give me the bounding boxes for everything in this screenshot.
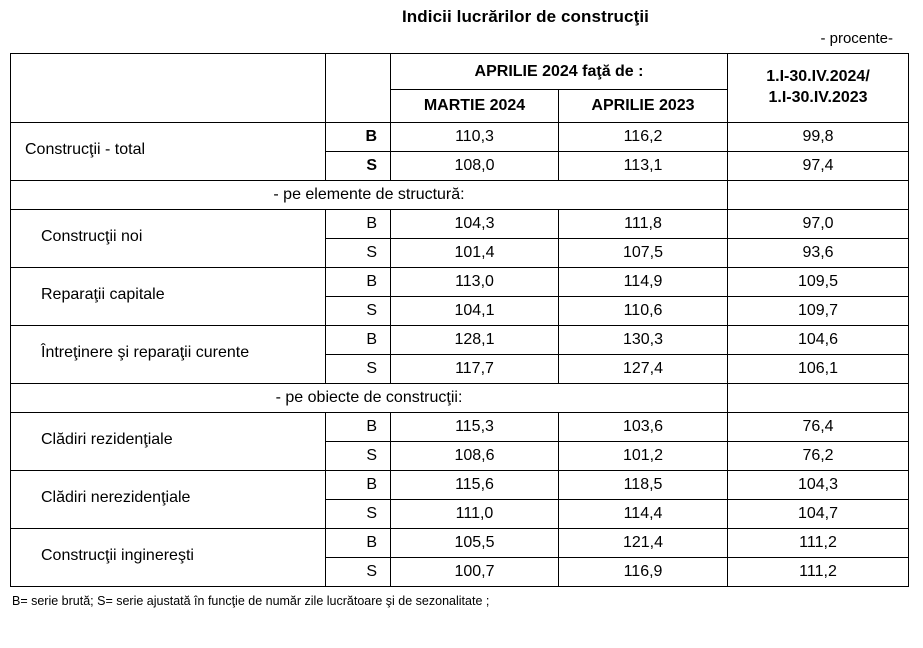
table-row [11, 529, 909, 558]
value-aprilie: 116,9 [559, 558, 728, 587]
category-cladiri-rezidentiale: Clădiri rezidenţiale [11, 413, 326, 471]
category-constructii-noi: Construcţii noi [11, 210, 326, 268]
table-row [11, 326, 909, 355]
section-empty-cell [728, 384, 909, 413]
value-martie: 113,0 [391, 268, 559, 297]
category-cladiri-nerezidentiale: Clădiri nerezidenţiale [11, 471, 326, 529]
value-martie: 110,3 [391, 123, 559, 152]
value-martie: 105,5 [391, 529, 559, 558]
series-label-cell: S [326, 355, 391, 384]
column-header-period [728, 54, 909, 123]
table-row [11, 413, 909, 442]
value-period: 104,6 [728, 326, 909, 355]
period-header-line1: 1.I-30.IV.2024/ [766, 68, 870, 86]
value-aprilie: 121,4 [559, 529, 728, 558]
series-label-cell: S [326, 239, 391, 268]
value-aprilie: 107,5 [559, 239, 728, 268]
value-period: 99,8 [728, 123, 909, 152]
value-period: 104,3 [728, 471, 909, 500]
value-aprilie: 116,2 [559, 123, 728, 152]
series-label-cell: B [326, 268, 391, 297]
category-constructii-ingineresti: Construcţii inginereşti [11, 529, 326, 587]
column-header-aprilie-2023: APRILIE 2023 [559, 90, 728, 123]
construction-indices-table [10, 53, 909, 587]
page-title: Indicii lucrărilor de construcţii [401, 7, 650, 26]
value-period: 104,7 [728, 500, 909, 529]
series-label-cell: B [326, 529, 391, 558]
series-label-cell: B [326, 326, 391, 355]
value-aprilie: 127,4 [559, 355, 728, 384]
period-header-line2: 1.I-30.IV.2023 [768, 89, 868, 106]
value-aprilie: 113,1 [559, 152, 728, 181]
series-label-cell: B [326, 123, 391, 152]
table-row [11, 268, 909, 297]
table-row [11, 471, 909, 500]
value-martie: 128,1 [391, 326, 559, 355]
value-period: 97,4 [728, 152, 909, 181]
section-row [11, 384, 909, 413]
section-empty-cell [728, 181, 909, 210]
corner-cell-category [11, 54, 326, 123]
value-martie: 111,0 [391, 500, 559, 529]
value-aprilie: 103,6 [559, 413, 728, 442]
value-period: 111,2 [728, 558, 909, 587]
value-period: 76,4 [728, 413, 909, 442]
category-intretinere-reparatii-curente: Întreţinere şi reparaţii curente [11, 326, 326, 384]
series-label-cell: S [326, 152, 391, 181]
value-martie: 101,4 [391, 239, 559, 268]
value-martie: 115,3 [391, 413, 559, 442]
value-aprilie: 130,3 [559, 326, 728, 355]
series-label-cell: S [326, 500, 391, 529]
unit-note: - procente- [820, 30, 893, 47]
value-martie: 117,7 [391, 355, 559, 384]
value-period: 109,7 [728, 297, 909, 326]
section-header-elemente: - pe elemente de structură: [11, 181, 728, 210]
value-period: 76,2 [728, 442, 909, 471]
column-header-martie-2024: MARTIE 2024 [391, 90, 559, 123]
value-martie: 100,7 [391, 558, 559, 587]
value-period: 106,1 [728, 355, 909, 384]
value-martie: 104,1 [391, 297, 559, 326]
category-constructii-total: Construcţii - total [11, 123, 326, 181]
column-group-header: APRILIE 2024 faţă de : [391, 54, 728, 90]
value-aprilie: 118,5 [559, 471, 728, 500]
value-aprilie: 114,9 [559, 268, 728, 297]
value-period: 97,0 [728, 210, 909, 239]
value-martie: 104,3 [391, 210, 559, 239]
series-label-cell: S [326, 442, 391, 471]
category-reparatii-capitale: Reparaţii capitale [11, 268, 326, 326]
table-row [11, 123, 909, 152]
value-period: 93,6 [728, 239, 909, 268]
value-aprilie: 111,8 [559, 210, 728, 239]
series-label-cell: B [326, 210, 391, 239]
series-label-cell: S [326, 297, 391, 326]
value-martie: 108,0 [391, 152, 559, 181]
table-row [11, 210, 909, 239]
series-label-cell: B [326, 471, 391, 500]
corner-cell-series [326, 54, 391, 123]
value-aprilie: 114,4 [559, 500, 728, 529]
section-header-obiecte: - pe obiecte de construcţii: [11, 384, 728, 413]
value-period: 111,2 [728, 529, 909, 558]
value-period: 109,5 [728, 268, 909, 297]
value-martie: 115,6 [391, 471, 559, 500]
value-aprilie: 101,2 [559, 442, 728, 471]
section-row [11, 181, 909, 210]
series-label-cell: B [326, 413, 391, 442]
value-aprilie: 110,6 [559, 297, 728, 326]
series-legend-footnote: B= serie brută; S= serie ajustată în funcţie de număr zile lucrătoare şi de sezonalitate ; [12, 594, 490, 608]
series-label-cell: S [326, 558, 391, 587]
value-martie: 108,6 [391, 442, 559, 471]
